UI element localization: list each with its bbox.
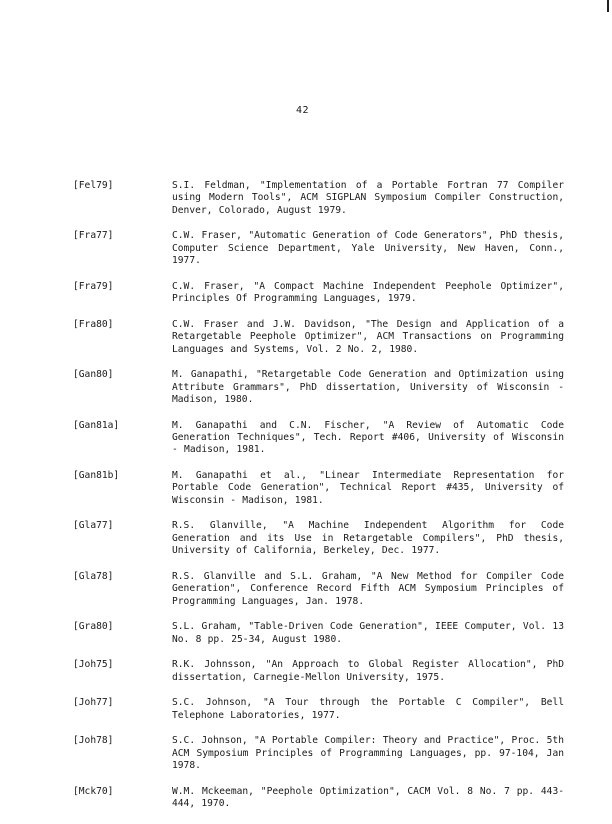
reference-key: [Gra80] (73, 621, 114, 633)
reference-entry (73, 621, 573, 646)
page-edge-mark (607, 0, 609, 12)
reference-key: [Gan80] (73, 369, 114, 381)
reference-text: S.L. Graham, "Table-Driven Code Generation", IEEE Computer, Vol. 13 No. 8 pp. 25-34, August 1980. (172, 621, 564, 645)
reference-text: M. Ganapathi and C.N. Fischer, "A Review of Automatic Code Generation Techniques", Tech. Report #406, University of Wisconsin - Madison, 1981. (172, 419, 564, 456)
reference-key: [Fra77] (73, 230, 114, 242)
reference-text: W.M. Mckeeman, "Peephole Optimization", CACM Vol. 8 No. 7 pp. 443-444, 1970. (172, 785, 564, 810)
reference-text: M. Ganapathi et al., "Linear Intermediate Representation for Portable Code Generation", Technical Report #435, University of Wisconsin - Madison, 1981. (172, 470, 564, 506)
reference-key: [Joh75] (73, 659, 114, 671)
reference-text: C.W. Fraser, "Automatic Generation of Code Generators", PhD thesis, Computer Science Department, Yale University, New Haven, Conn., 1977. (172, 230, 564, 267)
reference-entry (73, 319, 573, 356)
reference-text: R.S. Glanville and S.L. Graham, "A New Method for Compiler Code Generation", Conference Record Fifth ACM Symposium Principles of Programming Languages, Jan. 1978. (172, 570, 564, 607)
reference-entry (73, 369, 573, 406)
reference-entry (73, 697, 573, 722)
reference-list (73, 180, 573, 824)
reference-entry (73, 420, 573, 457)
reference-entry (73, 470, 573, 507)
reference-key: [Mck70] (73, 785, 114, 797)
reference-entry (73, 180, 573, 217)
reference-text: S.C. Johnson, "A Portable Compiler: Theory and Practice", Proc. 5th ACM Symposium Principles of Programming Languages, pp. 97-104, Jan 1978. (172, 735, 564, 772)
reference-key: [Gan81b] (73, 470, 120, 482)
reference-entry (73, 520, 573, 557)
reference-entry (73, 786, 573, 811)
reference-key: [Gla78] (73, 570, 114, 582)
reference-entry (73, 735, 573, 772)
reference-entry (73, 659, 573, 684)
page-number: 42 (296, 105, 310, 116)
reference-entry (73, 571, 573, 608)
reference-text: M. Ganapathi, "Retargetable Code Generation and Optimization using Attribute Grammars", PhD dissertation, University of Wisconsin - Madison, 1980. (172, 369, 564, 406)
reference-key: [Gan81a] (73, 419, 120, 431)
reference-text: C.W. Fraser, "A Compact Machine Independent Peephole Optimizer", Principles Of Programming Languages, 1979. (172, 280, 564, 305)
reference-text: C.W. Fraser and J.W. Davidson, "The Design and Application of a Retargetable Peephole Optimizer", ACM Transactions on Programming Languages and Systems, Vol. 2 No. 2, 1980. (172, 318, 564, 355)
reference-entry (73, 230, 573, 267)
reference-key: [Joh78] (73, 735, 114, 747)
reference-text: R.K. Johnsson, "An Approach to Global Register Allocation", PhD dissertation, Carnegie-Mellon University, 1975. (172, 659, 564, 683)
reference-text: S.C. Johnson, "A Tour through the Portable C Compiler", Bell Telephone Laboratories, 1977. (172, 697, 564, 721)
reference-text: R.S. Glanville, "A Machine Independent Algorithm for Code Generation and its Use in Retargetable Compilers", PhD thesis, University of California, Berkeley, Dec. 1977. (172, 520, 564, 557)
reference-key: [Gla77] (73, 520, 114, 532)
reference-key: [Fra79] (73, 280, 114, 292)
reference-key: [Fel79] (73, 180, 114, 191)
reference-text: S.I. Feldman, "Implementation of a Portable Fortran 77 Compiler using Modern Tools", ACM SIGPLAN Symposium Compiler Construction, Denver, Colorado, August 1979. (172, 180, 564, 216)
reference-key: [Joh77] (73, 697, 114, 709)
reference-key: [Fra80] (73, 318, 114, 330)
reference-entry (73, 281, 573, 306)
